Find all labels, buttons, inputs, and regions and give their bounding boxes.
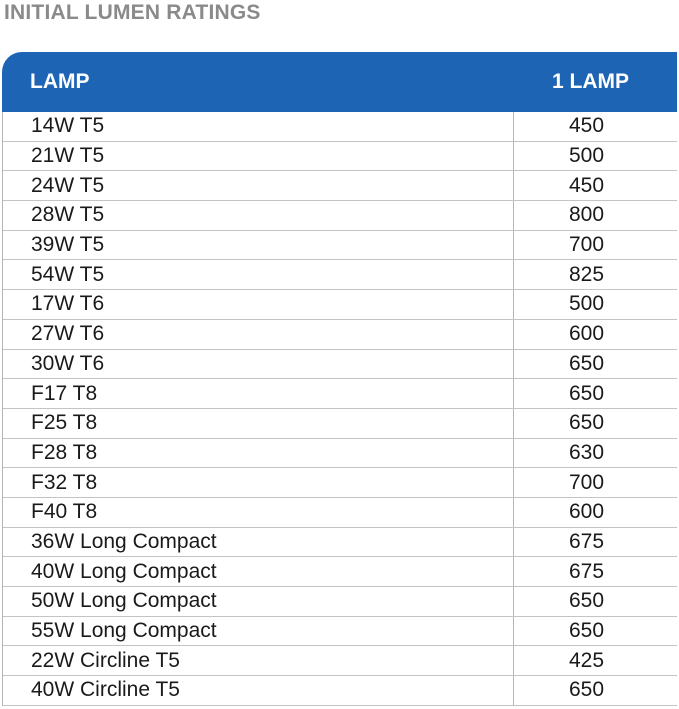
cell-lamp: 17W T6 — [3, 290, 514, 319]
cell-lamp: 40W Circline T5 — [3, 676, 514, 705]
cell-1-lamp: 650 — [568, 589, 605, 613]
cell-1-lamp: 650 — [568, 678, 605, 702]
table-header — [2, 52, 677, 112]
header-lamp: LAMP — [30, 70, 90, 93]
cell-1-lamp: 650 — [568, 351, 605, 375]
table-row — [3, 201, 677, 231]
table-row — [3, 528, 677, 558]
cell-1-lamp: 700 — [568, 470, 605, 494]
cell-lamp: 24W T5 — [3, 171, 514, 200]
table-body — [2, 112, 677, 706]
table-row — [3, 290, 677, 320]
table-row — [3, 498, 677, 528]
table-row — [3, 439, 677, 469]
cell-1-lamp: 450 — [568, 173, 605, 197]
cell-lamp: F25 T8 — [3, 409, 514, 438]
header-1-lamp: 1 LAMP — [551, 70, 629, 93]
cell-lamp: 30W T6 — [3, 350, 514, 379]
table-row — [3, 171, 677, 201]
cell-1-lamp: 650 — [568, 381, 605, 405]
table-row — [3, 468, 677, 498]
cell-1-lamp: 630 — [568, 440, 605, 464]
cell-1-lamp: 825 — [568, 262, 605, 286]
cell-lamp: 50W Long Compact — [3, 587, 514, 616]
lumen-ratings-table — [2, 52, 677, 706]
cell-1-lamp: 700 — [568, 233, 605, 257]
cell-1-lamp: 650 — [568, 619, 605, 643]
table-row — [3, 112, 677, 142]
cell-lamp: F17 T8 — [3, 379, 514, 408]
table-row — [3, 617, 677, 647]
table-row — [3, 676, 677, 706]
cell-1-lamp: 675 — [568, 529, 605, 553]
cell-lamp: 28W T5 — [3, 201, 514, 230]
table-row — [3, 557, 677, 587]
table-row — [3, 646, 677, 676]
cell-lamp: 54W T5 — [3, 260, 514, 289]
cell-1-lamp: 500 — [568, 144, 605, 168]
cell-1-lamp: 675 — [568, 559, 605, 583]
table-row — [3, 379, 677, 409]
page-title: INITIAL LUMEN RATINGS — [4, 1, 261, 24]
cell-lamp: 14W T5 — [3, 112, 514, 141]
cell-1-lamp: 650 — [568, 411, 605, 435]
table-row — [3, 409, 677, 439]
table-row — [3, 260, 677, 290]
cell-lamp: 22W Circline T5 — [3, 646, 514, 675]
cell-1-lamp: 500 — [568, 292, 605, 316]
cell-1-lamp: 800 — [568, 203, 605, 227]
cell-lamp: F40 T8 — [3, 498, 514, 527]
cell-1-lamp: 600 — [568, 322, 605, 346]
cell-lamp: 55W Long Compact — [3, 617, 514, 646]
cell-1-lamp: 425 — [568, 648, 605, 672]
cell-lamp: 27W T6 — [3, 320, 514, 349]
cell-lamp: 36W Long Compact — [3, 528, 514, 557]
cell-lamp: 21W T5 — [3, 142, 514, 171]
cell-1-lamp: 600 — [568, 500, 605, 524]
cell-1-lamp: 450 — [568, 114, 605, 138]
table-row — [3, 587, 677, 617]
cell-lamp: F28 T8 — [3, 439, 514, 468]
table-row — [3, 320, 677, 350]
table-row — [3, 350, 677, 380]
cell-lamp: 40W Long Compact — [3, 557, 514, 586]
cell-lamp: 39W T5 — [3, 231, 514, 260]
table-row — [3, 231, 677, 261]
cell-lamp: F32 T8 — [3, 468, 514, 497]
table-row — [3, 142, 677, 172]
